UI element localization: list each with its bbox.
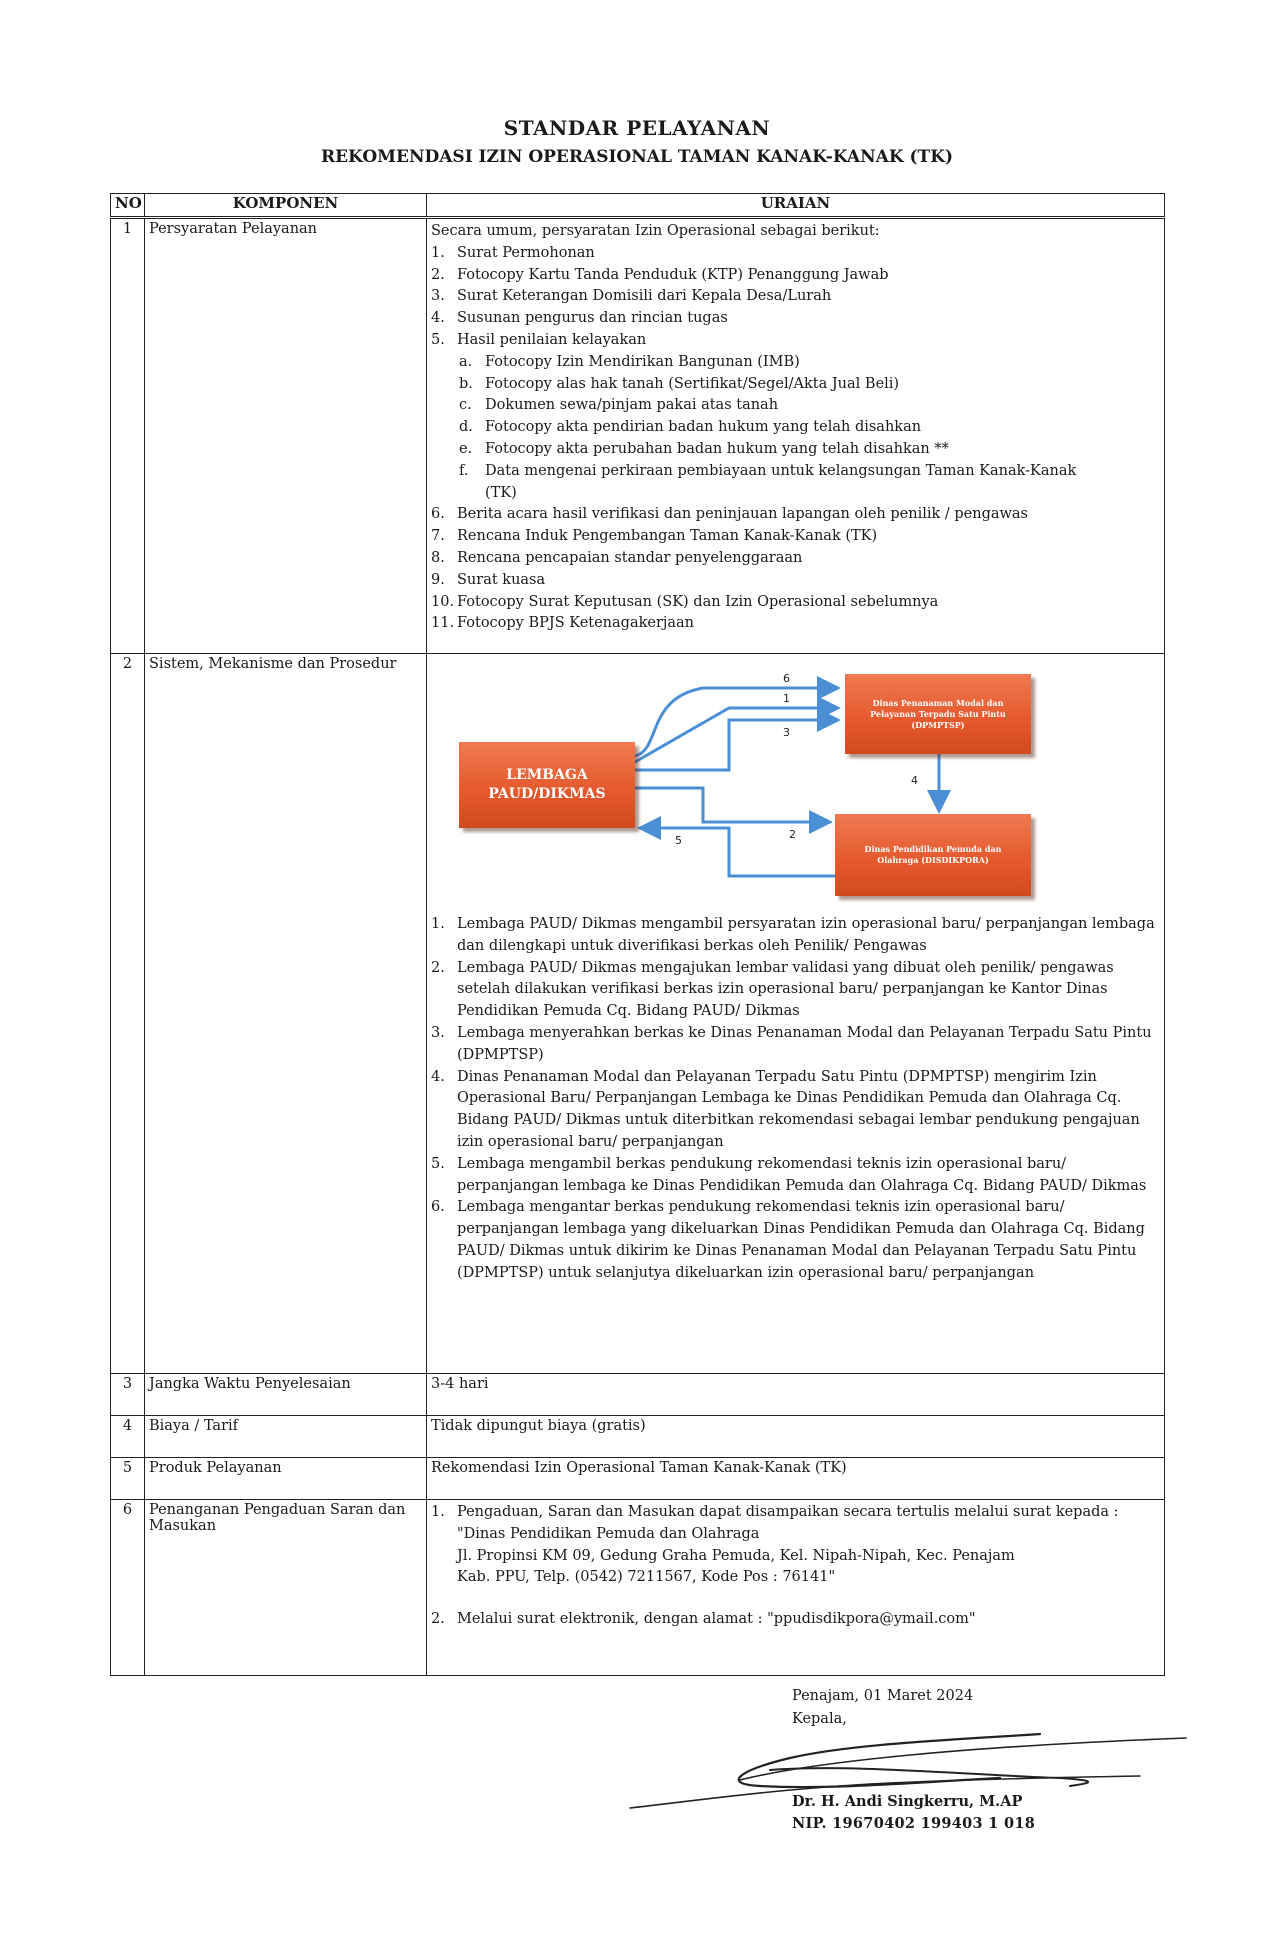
list-item: 11. Fotocopy BPJS Ketenagakerjaan (431, 615, 695, 632)
list-item: 6. Berita acara hasil verifikasi dan peninjauan lapangan oleh penilik / pengawas (431, 506, 1028, 523)
lembaga-box: LEMBAGA PAUD/DIKMAS (459, 742, 635, 828)
list-item: 7. Rencana Induk Pengembangan Taman Kanak-Kanak (TK) (431, 528, 878, 545)
list-item: 2. Melalui surat elektronik, dengan alamat : "ppudisdikpora@ymail.com" (431, 1611, 976, 1628)
service-standard-table (110, 193, 1165, 1676)
arrow-5 (643, 828, 835, 876)
row-number: 2 (111, 654, 145, 1374)
table-header-row (111, 194, 1165, 218)
arrow-label-5: 5 (675, 834, 682, 847)
list-item: d. Fotocopy akta pendirian badan hukum yang telah disahkan (459, 419, 922, 436)
list-item: 4. Susunan pengurus dan rincian tugas (431, 310, 728, 327)
header-no: NO (111, 194, 145, 218)
document-title: STANDAR PELAYANAN (503, 116, 771, 140)
row-uraian: 3-4 hari (427, 1374, 1165, 1416)
requirements-intro: Secara umum, persyaratan Izin Operasional sebagai berikut: (431, 223, 880, 239)
list-item: 1. Surat Permohonan (431, 244, 595, 261)
header-komponen: KOMPONEN (145, 194, 427, 218)
signature-role: Kepala, (792, 1711, 847, 1727)
arrow-label-2: 2 (789, 828, 796, 841)
complaint-channels-email (431, 1609, 1160, 1631)
dpmptsp-box: Dinas Penanaman Modal dan Pelayanan Terpadu Satu Pintu (DPMPTSP) (845, 674, 1031, 754)
list-item: f. Data mengenai perkiraan pembiayaan untuk kelangsungan Taman Kanak-Kanak (TK) (459, 462, 1077, 501)
arrow-label-3: 3 (783, 726, 790, 739)
table-row (111, 218, 1165, 654)
list-item: 6. Lembaga mengantar berkas pendukung rekomendasi teknis izin operasional baru/ perpanjangan lembaga yang dikeluarkan Dinas Pendidikan Pemuda dan Olahraga Cq. Bidang PAUD/ Dikmas untuk dikirim ke Dinas Penanaman Modal dan Pelayanan Terpadu Satu Pintu (DPMPTSP) untuk selanjutya dikeluarkan izin operasional baru/ perpanjangan (431, 1199, 1145, 1281)
header-uraian: URAIAN (427, 194, 1165, 218)
list-item: b. Fotocopy alas hak tanah (Sertifikat/Segel/Akta Jual Beli) (459, 375, 900, 392)
requirements-list-continued (431, 504, 1160, 635)
row-number: 4 (111, 1416, 145, 1458)
arrow-2 (635, 788, 827, 822)
row-komponen: Persyaratan Pelayanan (145, 218, 427, 654)
row-komponen: Jangka Waktu Penyelesaian (145, 1374, 427, 1416)
list-item: 3. Lembaga menyerahkan berkas ke Dinas Penanaman Modal dan Pelayanan Terpadu Satu Pintu (DPMPTSP) (431, 1024, 1152, 1063)
row-komponen: Biaya / Tarif (145, 1416, 427, 1458)
contact-address: "Dinas Pendidikan Pemuda dan Olahraga Jl. Propinsi KM 09, Gedung Graha Pemuda, Kel. Nipah-Nipah, Kec. Penajam Kab. PPU, Telp. (0542) 7211567, Kode Pos : 76141" (457, 1525, 1015, 1586)
list-item: 8. Rencana pencapaian standar penyelenggaraan (431, 549, 803, 566)
arrow-label-1: 1 (783, 692, 790, 705)
list-item: 3. Surat Keterangan Domisili dari Kepala Desa/Lurah (431, 288, 832, 305)
document-subtitle: REKOMENDASI IZIN OPERASIONAL TAMAN KANAK-KANAK (TK) (320, 147, 954, 167)
requirements-sublist (431, 352, 1160, 505)
requirements-list (431, 243, 1160, 352)
row-number: 3 (111, 1374, 145, 1416)
row-uraian: Tidak dipungut biaya (gratis) (427, 1416, 1165, 1458)
arrow-label-6: 6 (783, 672, 790, 685)
list-item: e. Fotocopy akta perubahan badan hukum yang telah disahkan ** (459, 440, 949, 457)
signature-place-date: Penajam, 01 Maret 2024 (792, 1688, 974, 1704)
table-row (111, 1458, 1165, 1500)
disdikpora-box: Dinas Pendidikan Pemuda dan Olahraga (DISDIKPORA) (835, 814, 1031, 896)
row-number: 5 (111, 1458, 145, 1500)
list-item: 1. Pengaduan, Saran dan Masukan dapat disampaikan secara tertulis melalui surat kepada : (431, 1504, 1119, 1520)
list-item: 9. Surat kuasa (431, 571, 546, 588)
row-uraian: Rekomendasi Izin Operasional Taman Kanak-Kanak (TK) (427, 1458, 1165, 1500)
row-komponen: Sistem, Mekanisme dan Prosedur (145, 654, 427, 1374)
list-item: 1. Lembaga PAUD/ Dikmas mengambil persyaratan izin operasional baru/ perpanjangan lembaga dan dilengkapi untuk diverifikasi berkas oleh Penilik/ Pengawas (431, 916, 1155, 954)
row-uraian (427, 654, 1165, 1374)
list-item: 5. Lembaga mengambil berkas pendukung rekomendasi teknis izin operasional baru/ perpanjangan lembaga ke Dinas Pendidikan Pemuda dan Olahraga Cq. Bidang PAUD/ Dikmas (431, 1155, 1147, 1194)
list-item: 4. Dinas Penanaman Modal dan Pelayanan Terpadu Satu Pintu (DPMPTSP) mengirim Izin Operasional Baru/ Perpanjangan Lembaga ke Dinas Pendidikan Pemuda dan Olahraga Cq. Bidang PAUD/ Dikmas untuk diterbitkan rekomendasi sebagai lembar pendukung pengajuan izin operasional baru/ perpanjangan (431, 1068, 1140, 1150)
row-komponen: Produk Pelayanan (145, 1458, 427, 1500)
complaint-channels (431, 1502, 1160, 1524)
row-uraian (427, 1500, 1165, 1676)
arrow-label-4: 4 (911, 774, 918, 787)
table-row (111, 1374, 1165, 1416)
list-item: a. Fotocopy Izin Mendirikan Bangunan (IMB) (459, 353, 800, 370)
row-number: 6 (111, 1500, 145, 1676)
list-item: c. Dokumen sewa/pinjam pakai atas tanah (459, 397, 779, 414)
row-komponen: Penanganan Pengaduan Saran dan Masukan (145, 1500, 427, 1676)
procedure-flow-diagram (431, 658, 1131, 908)
table-row (111, 1500, 1165, 1676)
signatory-nip: NIP. 19670402 199403 1 018 (792, 1815, 1036, 1832)
table-row (111, 654, 1165, 1374)
signatory-name: Dr. H. Andi Singkerru, M.AP (792, 1793, 1023, 1810)
list-item: 2. Fotocopy Kartu Tanda Penduduk (KTP) Penanggung Jawab (431, 266, 889, 283)
list-item: 10. Fotocopy Surat Keputusan (SK) dan Izin Operasional sebelumnya (431, 593, 939, 610)
row-number: 1 (111, 218, 145, 654)
list-item: 2. Lembaga PAUD/ Dikmas mengajukan lembar validasi yang dibuat oleh penilik/ pengawas setelah dilakukan verifikasi berkas izin operasional baru/ perpanjangan ke Kantor Dinas Pendidikan Pemuda Cq. Bidang PAUD/ Dikmas (431, 959, 1114, 1020)
procedure-steps (431, 914, 1160, 1285)
table-row (111, 1416, 1165, 1458)
list-item: 5. Hasil penilaian kelayakan (431, 331, 647, 348)
row-uraian (427, 218, 1165, 654)
arrow-1 (635, 708, 835, 762)
